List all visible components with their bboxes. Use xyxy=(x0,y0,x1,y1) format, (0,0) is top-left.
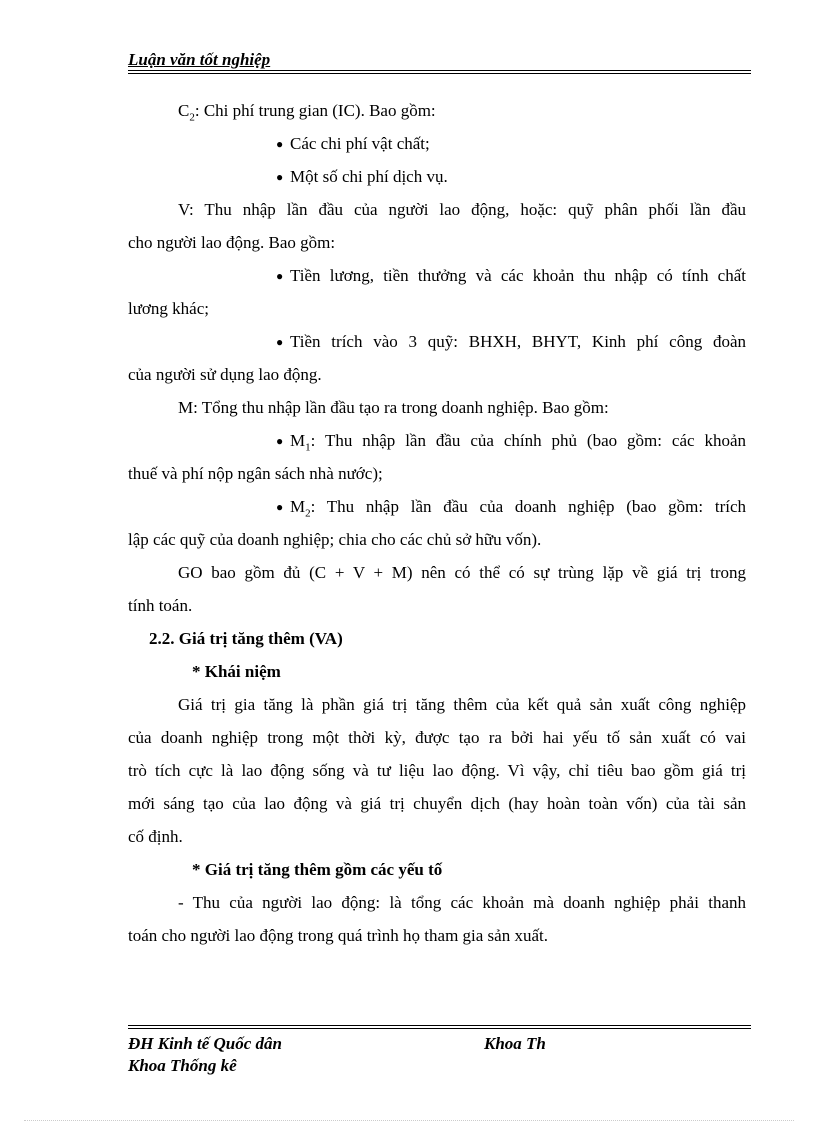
subheading-concept: * Khái niệm xyxy=(192,662,281,681)
bullet-item xyxy=(128,160,746,193)
header-rule-bottom xyxy=(128,73,751,74)
c2-text: : Chi phí trung gian (IC). Bao gồm: xyxy=(194,101,436,120)
m1-label: M xyxy=(290,431,306,450)
footer-department-short: Khoa Th xyxy=(484,1034,546,1053)
paragraph-line: Giá trị gia tăng là phần giá trị tăng thêm của kết quả sản xuất công nghiệp xyxy=(178,695,746,714)
bullet-icon: ● xyxy=(276,170,284,184)
bullet-text: Tiền trích vào 3 quỹ: BHXH, BHYT, Kinh phí công đoàn xyxy=(290,332,746,351)
go-line-2: tính toán. xyxy=(128,596,193,615)
section-heading: 2.2. Giá trị tăng thêm (VA) xyxy=(149,629,343,648)
running-header-title: Luận văn tốt nghiệp xyxy=(128,50,271,69)
bullet-icon: ● xyxy=(276,500,284,514)
bullet-text: : Thu nhập lần đầu của doanh nghiệp (bao gồm: trích xyxy=(310,497,746,516)
subheading-components: * Giá trị tăng thêm gồm các yếu tố xyxy=(192,860,443,879)
bullet-item xyxy=(128,127,746,160)
m2-label: M xyxy=(290,497,306,516)
footer-rule-top xyxy=(128,1025,751,1026)
bullet-icon: ● xyxy=(276,335,284,349)
bullet-item xyxy=(128,325,746,358)
bullet-icon: ● xyxy=(276,434,284,448)
c2-subscript: 2 xyxy=(189,111,195,124)
bullet-text: : Thu nhập lần đầu của chính phủ (bao gồm: các khoản xyxy=(310,431,746,450)
c2-line xyxy=(128,94,746,127)
paragraph-line: mới sáng tạo của lao động và giá trị chuyển dịch (hay hoàn toàn vốn) của tài sản xyxy=(128,794,746,813)
bullet-item xyxy=(128,424,746,457)
bullet-continuation: thuế và phí nộp ngân sách nhà nước); xyxy=(128,464,383,483)
m2-subscript: 2 xyxy=(305,507,311,520)
v-line-2: cho người lao động. Bao gồm: xyxy=(128,233,336,252)
bullet-icon: ● xyxy=(276,137,284,151)
paragraph-line: của doanh nghiệp trong một thời kỳ, được tạo ra bởi hai yếu tố sản xuất có vai xyxy=(128,728,746,747)
income-line-1: - Thu của người lao động: là tổng các khoản mà doanh nghiệp phải thanh xyxy=(178,893,746,912)
bullet-item xyxy=(128,490,746,523)
paragraph-line: cố định. xyxy=(128,827,183,846)
bullet-icon: ● xyxy=(276,269,284,283)
go-line-1: GO bao gồm đủ (C + V + M) nên có thể có sự trùng lặp về giá trị trong xyxy=(178,563,746,582)
bullet-item xyxy=(128,259,746,292)
bullet-continuation: của người sử dụng lao động. xyxy=(128,365,322,384)
bullet-continuation: lương khác; xyxy=(128,299,209,318)
income-line-2: toán cho người lao động trong quá trình họ tham gia sản xuất. xyxy=(128,926,548,945)
page-edge-dots xyxy=(24,1120,794,1121)
bullet-text: Các chi phí vật chất; xyxy=(290,134,430,153)
page-body xyxy=(128,94,746,952)
footer-rule-bottom xyxy=(128,1028,751,1029)
m-line: M: Tổng thu nhập lần đầu tạo ra trong doanh nghiệp. Bao gồm: xyxy=(178,398,609,417)
footer-university: ĐH Kinh tế Quốc dân xyxy=(128,1034,282,1053)
bullet-text: Tiền lương, tiền thưởng và các khoản thu nhập có tính chất xyxy=(290,266,746,285)
m1-subscript: 1 xyxy=(305,441,311,454)
c2-label: C xyxy=(178,101,190,120)
bullet-text: Một số chi phí dịch vụ. xyxy=(290,167,448,186)
footer-department: Khoa Thống kê xyxy=(128,1056,237,1075)
bullet-continuation: lập các quỹ của doanh nghiệp; chia cho các chủ sở hữu vốn). xyxy=(128,530,542,549)
paragraph-line: trò tích cực là lao động sống và tư liệu lao động. Vì vậy, chỉ tiêu bao gồm giá trị xyxy=(128,761,746,780)
header-rule-top xyxy=(128,70,751,71)
v-line-1: V: Thu nhập lần đầu của người lao động, hoặc: quỹ phân phối lần đầu xyxy=(178,200,746,219)
